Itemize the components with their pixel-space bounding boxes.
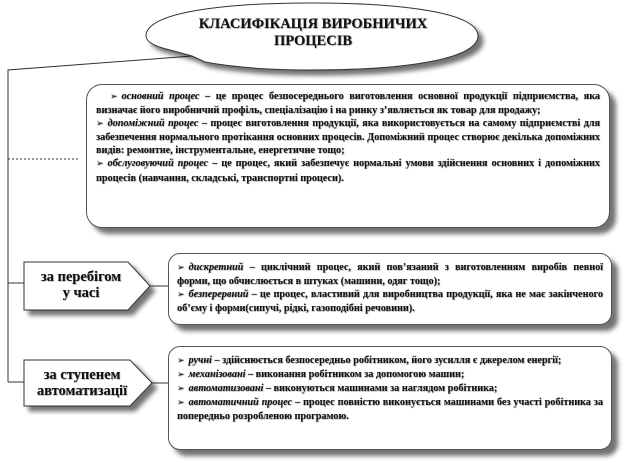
arrow-bullet-icon: ➢ — [96, 159, 104, 170]
arrow-bullet-icon: ➢ — [177, 370, 185, 381]
term: дискретний — [188, 262, 244, 273]
list-item — [177, 368, 603, 382]
term: безперервний — [188, 289, 249, 301]
definition: – процес виготовлення продукції, яка використовується на самому підприємстві для забезпечення нормального протікання основних процесів. Допоміжний процес створює декілька допоміжних видів: ремонтне, інструментальне, енергетичне тощо; — [96, 118, 600, 157]
term: ручні — [188, 355, 212, 366]
title-line-2: ПРОЦЕСІВ — [273, 33, 353, 49]
arrow-bullet-icon: ➢ — [177, 290, 185, 301]
definition: – виконуються машинами за наглядом робітника; — [263, 383, 498, 395]
list-item — [177, 382, 603, 396]
arrow-bullet-icon: ➢ — [96, 119, 104, 130]
definition: – це процес безпосереднього виготовлення основної продукції підприємства, яка визначає його виробничий профіль, спеціалізацію і на ринку з’являється як товар для продажу; — [96, 91, 601, 117]
title-line-1: КЛАСИФІКАЦІЯ ВИРОБНИЧИХ — [198, 16, 428, 32]
arrow-bullet-icon: ➢ — [177, 356, 185, 366]
label-line-1: за перебігом — [40, 269, 122, 285]
definition: – циклічний процес, який пов’язаний з виготовленням виробів певної форми, що обчислюється в штуках (машини, одяг тощо); — [177, 262, 603, 288]
arrow-bullet-icon: ➢ — [177, 398, 185, 409]
label-line-2: автоматизації — [36, 383, 128, 399]
arrow-bullet-icon: ➢ — [110, 92, 118, 102]
label-line-2: у часі — [62, 285, 100, 301]
label-line-1: за ступенем — [43, 367, 121, 383]
term: основний процес — [121, 91, 200, 102]
definition: – здійснюється безпосередньо робітником, його зусилля є джерелом енергії; — [211, 355, 562, 366]
term: механізовані — [188, 369, 246, 381]
automation-box — [168, 346, 612, 450]
definition: – виконання робітником за допомогою машин; — [245, 369, 465, 381]
definition: – процес повністю виконується машинами без участі робітника за попередньо розробленою програмою. — [177, 397, 603, 423]
list-item — [177, 354, 603, 368]
automation-label — [26, 367, 138, 399]
definition: – це процес, властивий для виробництва продукції, яка не має закінченого об’єму і форми(сипучі, рідкі, газоподібні речовини). — [177, 289, 603, 315]
term: допоміжний процес — [107, 118, 199, 130]
term: обслуговуючий процес — [107, 158, 209, 170]
term: автоматичний процес — [188, 397, 293, 409]
definition: – це процес, який забезпечує нормальні умови здійснення основних і допоміжних процесів (навчання, складські, транспортні процеси). — [96, 158, 600, 184]
list-item — [177, 396, 603, 423]
arrow-bullet-icon: ➢ — [177, 263, 185, 273]
arrow-bullet-icon: ➢ — [177, 384, 185, 395]
term: автоматизовані — [188, 383, 264, 395]
